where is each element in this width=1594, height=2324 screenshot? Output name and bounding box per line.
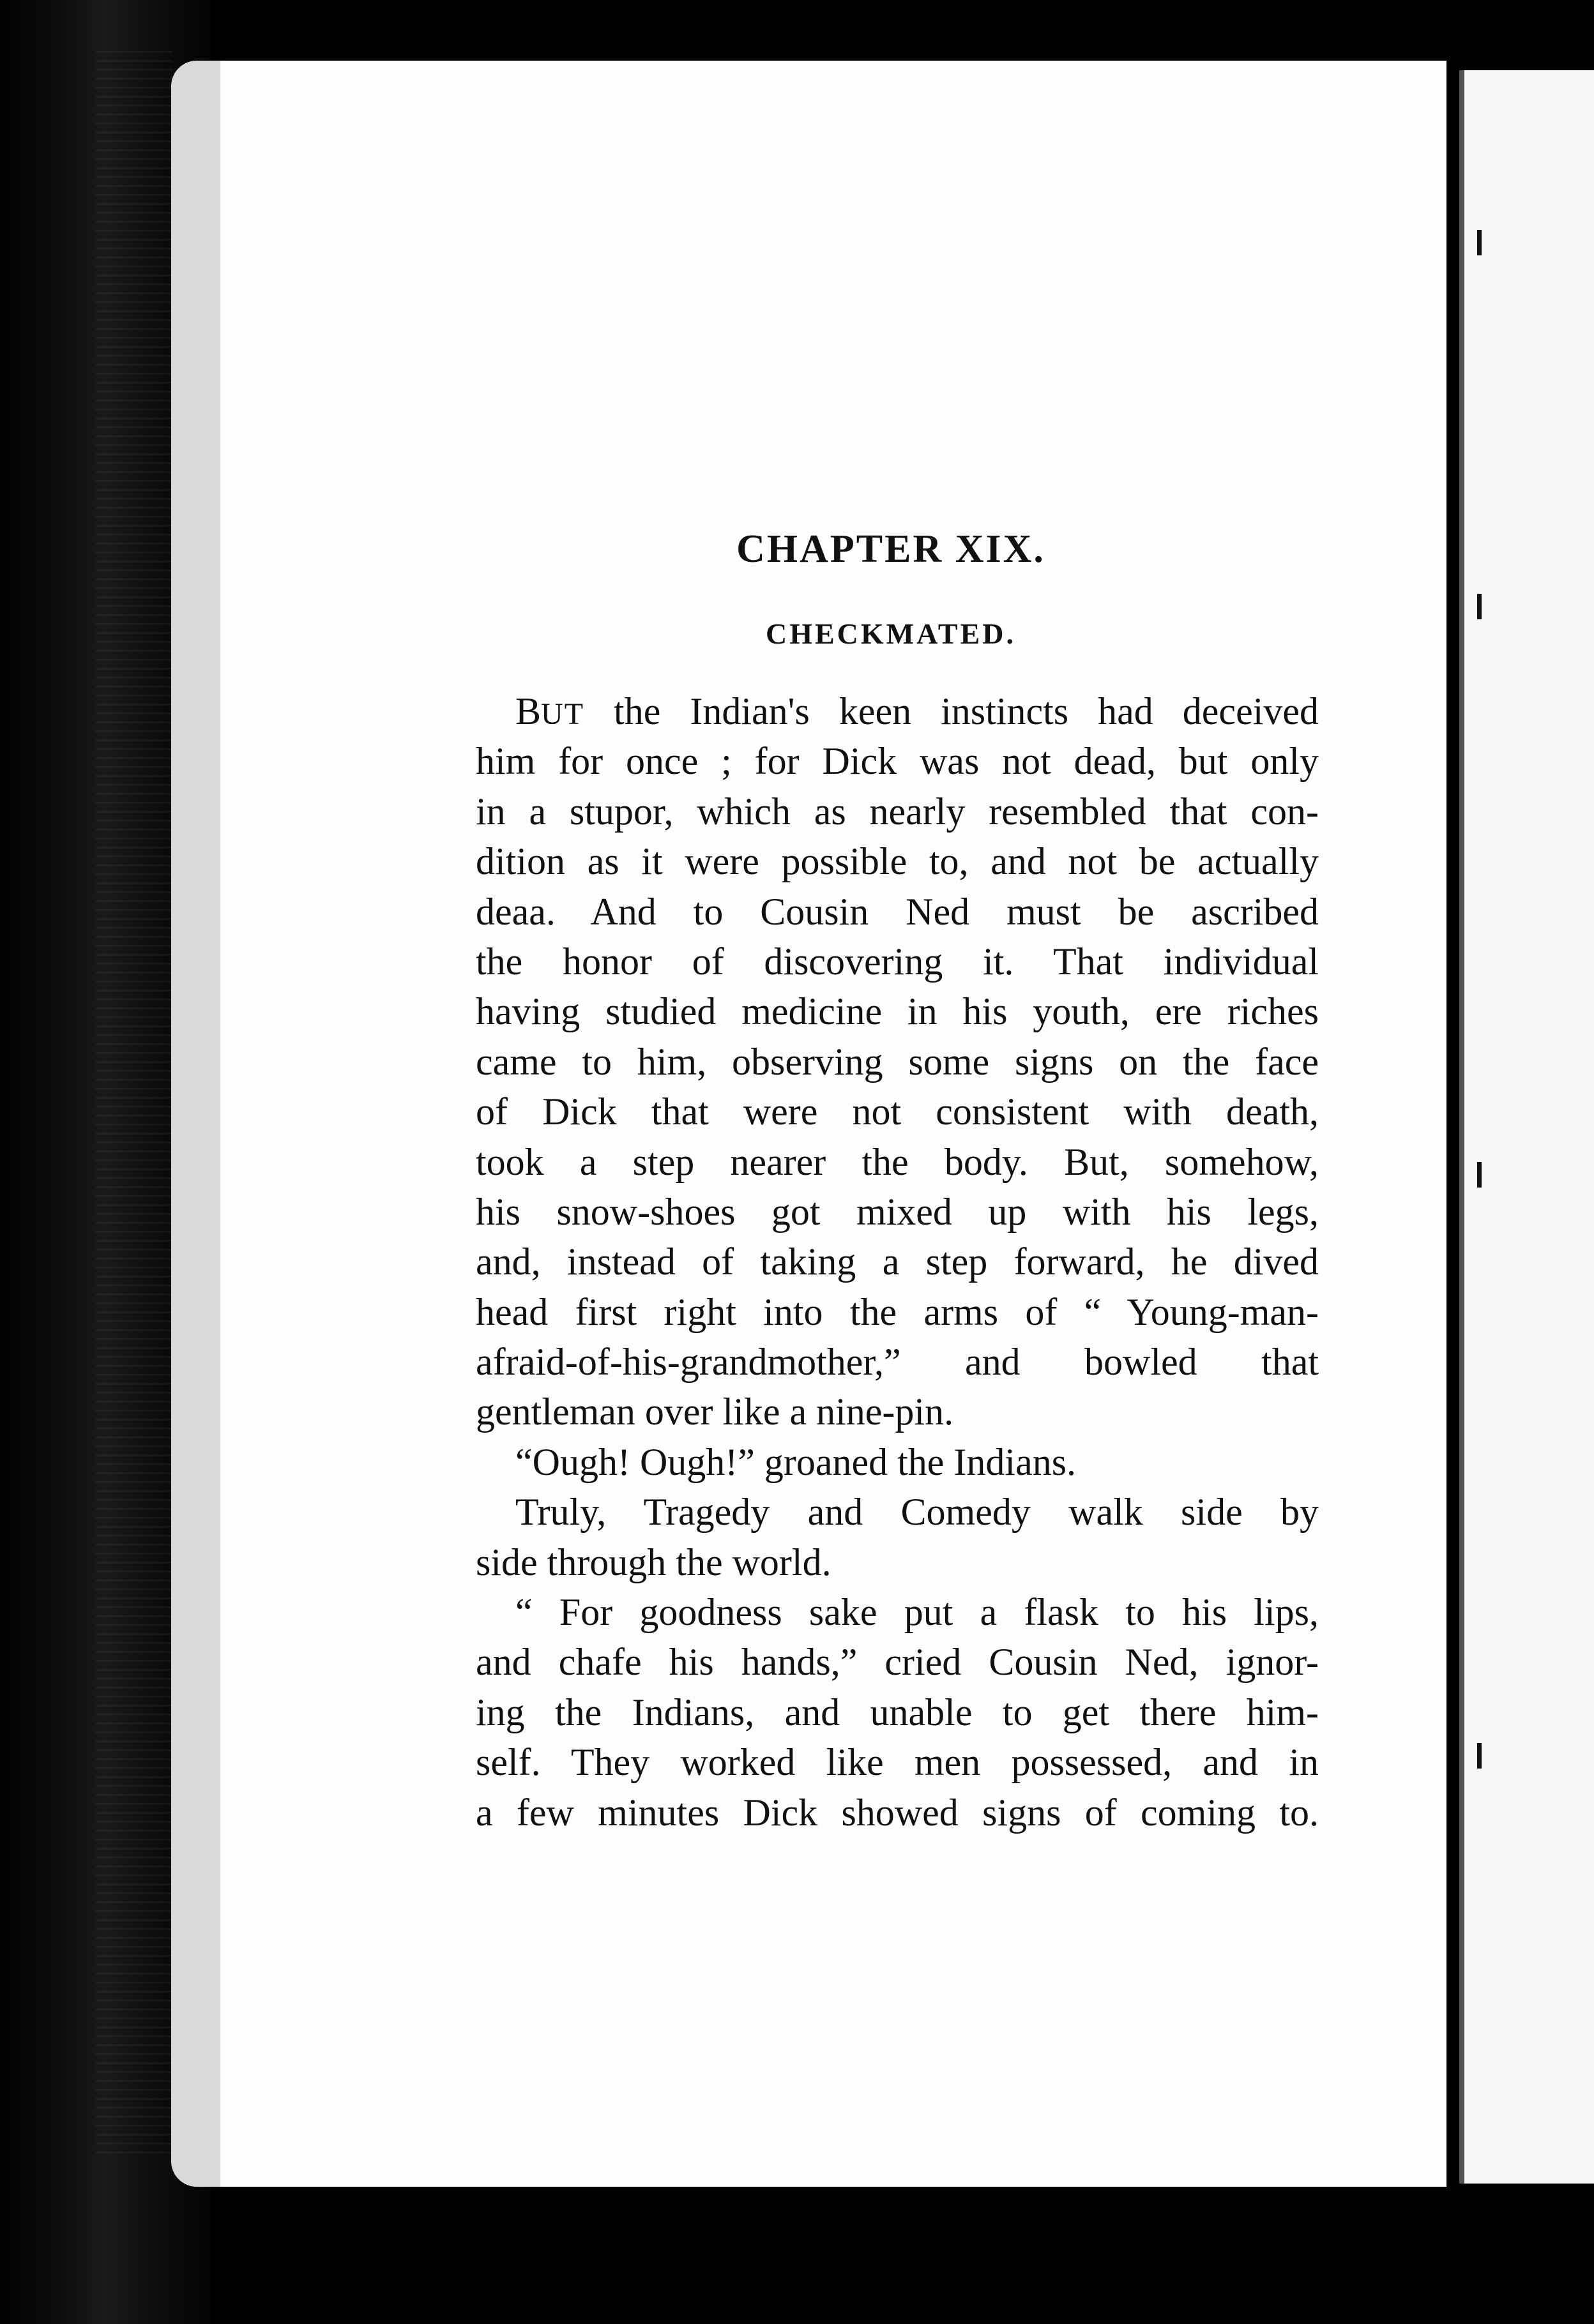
text-line: took a step nearer the body. But, somehow,: [476, 1140, 1319, 1183]
facing-page-mark: [1477, 230, 1482, 255]
text-line: gentleman over like a nine-pin.: [476, 1391, 954, 1433]
text-line: of Dick that were not consistent with death,: [476, 1090, 1319, 1133]
text-line: having studied medicine in his youth, ere riches: [476, 990, 1319, 1033]
text-line: ing the Indians, and unable to get there him-: [476, 1691, 1319, 1733]
text-line: dition as it were possible to, and not be actually: [476, 840, 1319, 883]
text-line: self. They worked like men possessed, and in: [476, 1741, 1319, 1784]
small-caps-word: UT: [541, 697, 585, 731]
text-line: Truly, Tragedy and Comedy walk side by: [515, 1491, 1319, 1534]
text-line: deaa. And to Cousin Ned must be ascribed: [476, 890, 1319, 933]
line-text: the Indian's keen instincts had deceived: [584, 690, 1319, 732]
chapter-subtitle: CHECKMATED.: [766, 617, 1016, 650]
chapter-title: CHAPTER XIX.: [736, 527, 1045, 571]
text-line: him for once ; for Dick was not dead, but only: [476, 740, 1319, 783]
text-line: the honor of discovering it. That individual: [476, 940, 1319, 983]
chapter-body: [476, 686, 1319, 1837]
facing-page-mark: [1477, 594, 1482, 619]
text-line: and, instead of taking a step forward, he dived: [476, 1241, 1319, 1283]
text-line: his snow-shoes got mixed up with his legs,: [476, 1190, 1319, 1233]
drop-capital: B: [515, 690, 542, 732]
text-line: came to him, observing some signs on the face: [476, 1040, 1319, 1083]
text-line: side through the world.: [476, 1541, 831, 1583]
facing-page-edge: [1459, 70, 1594, 2184]
text-line: in a stupor, which as nearly resembled that con-: [476, 790, 1319, 833]
text-line: “ For goodness sake put a flask to his lips,: [515, 1591, 1319, 1634]
text-line: afraid-of-his-grandmother,” and bowled that: [476, 1341, 1319, 1384]
facing-page-mark: [1477, 1162, 1482, 1188]
facing-page-mark: [1477, 1743, 1482, 1769]
text-line: [476, 686, 1319, 736]
text-line: head first right into the arms of “ Young-man-: [476, 1290, 1319, 1333]
text-line: and chafe his hands,” cried Cousin Ned, ignor-: [476, 1641, 1319, 1684]
text-line: a few minutes Dick showed signs of coming to.: [476, 1791, 1319, 1834]
text-line: “Ough! Ough!” groaned the Indians.: [515, 1440, 1077, 1483]
